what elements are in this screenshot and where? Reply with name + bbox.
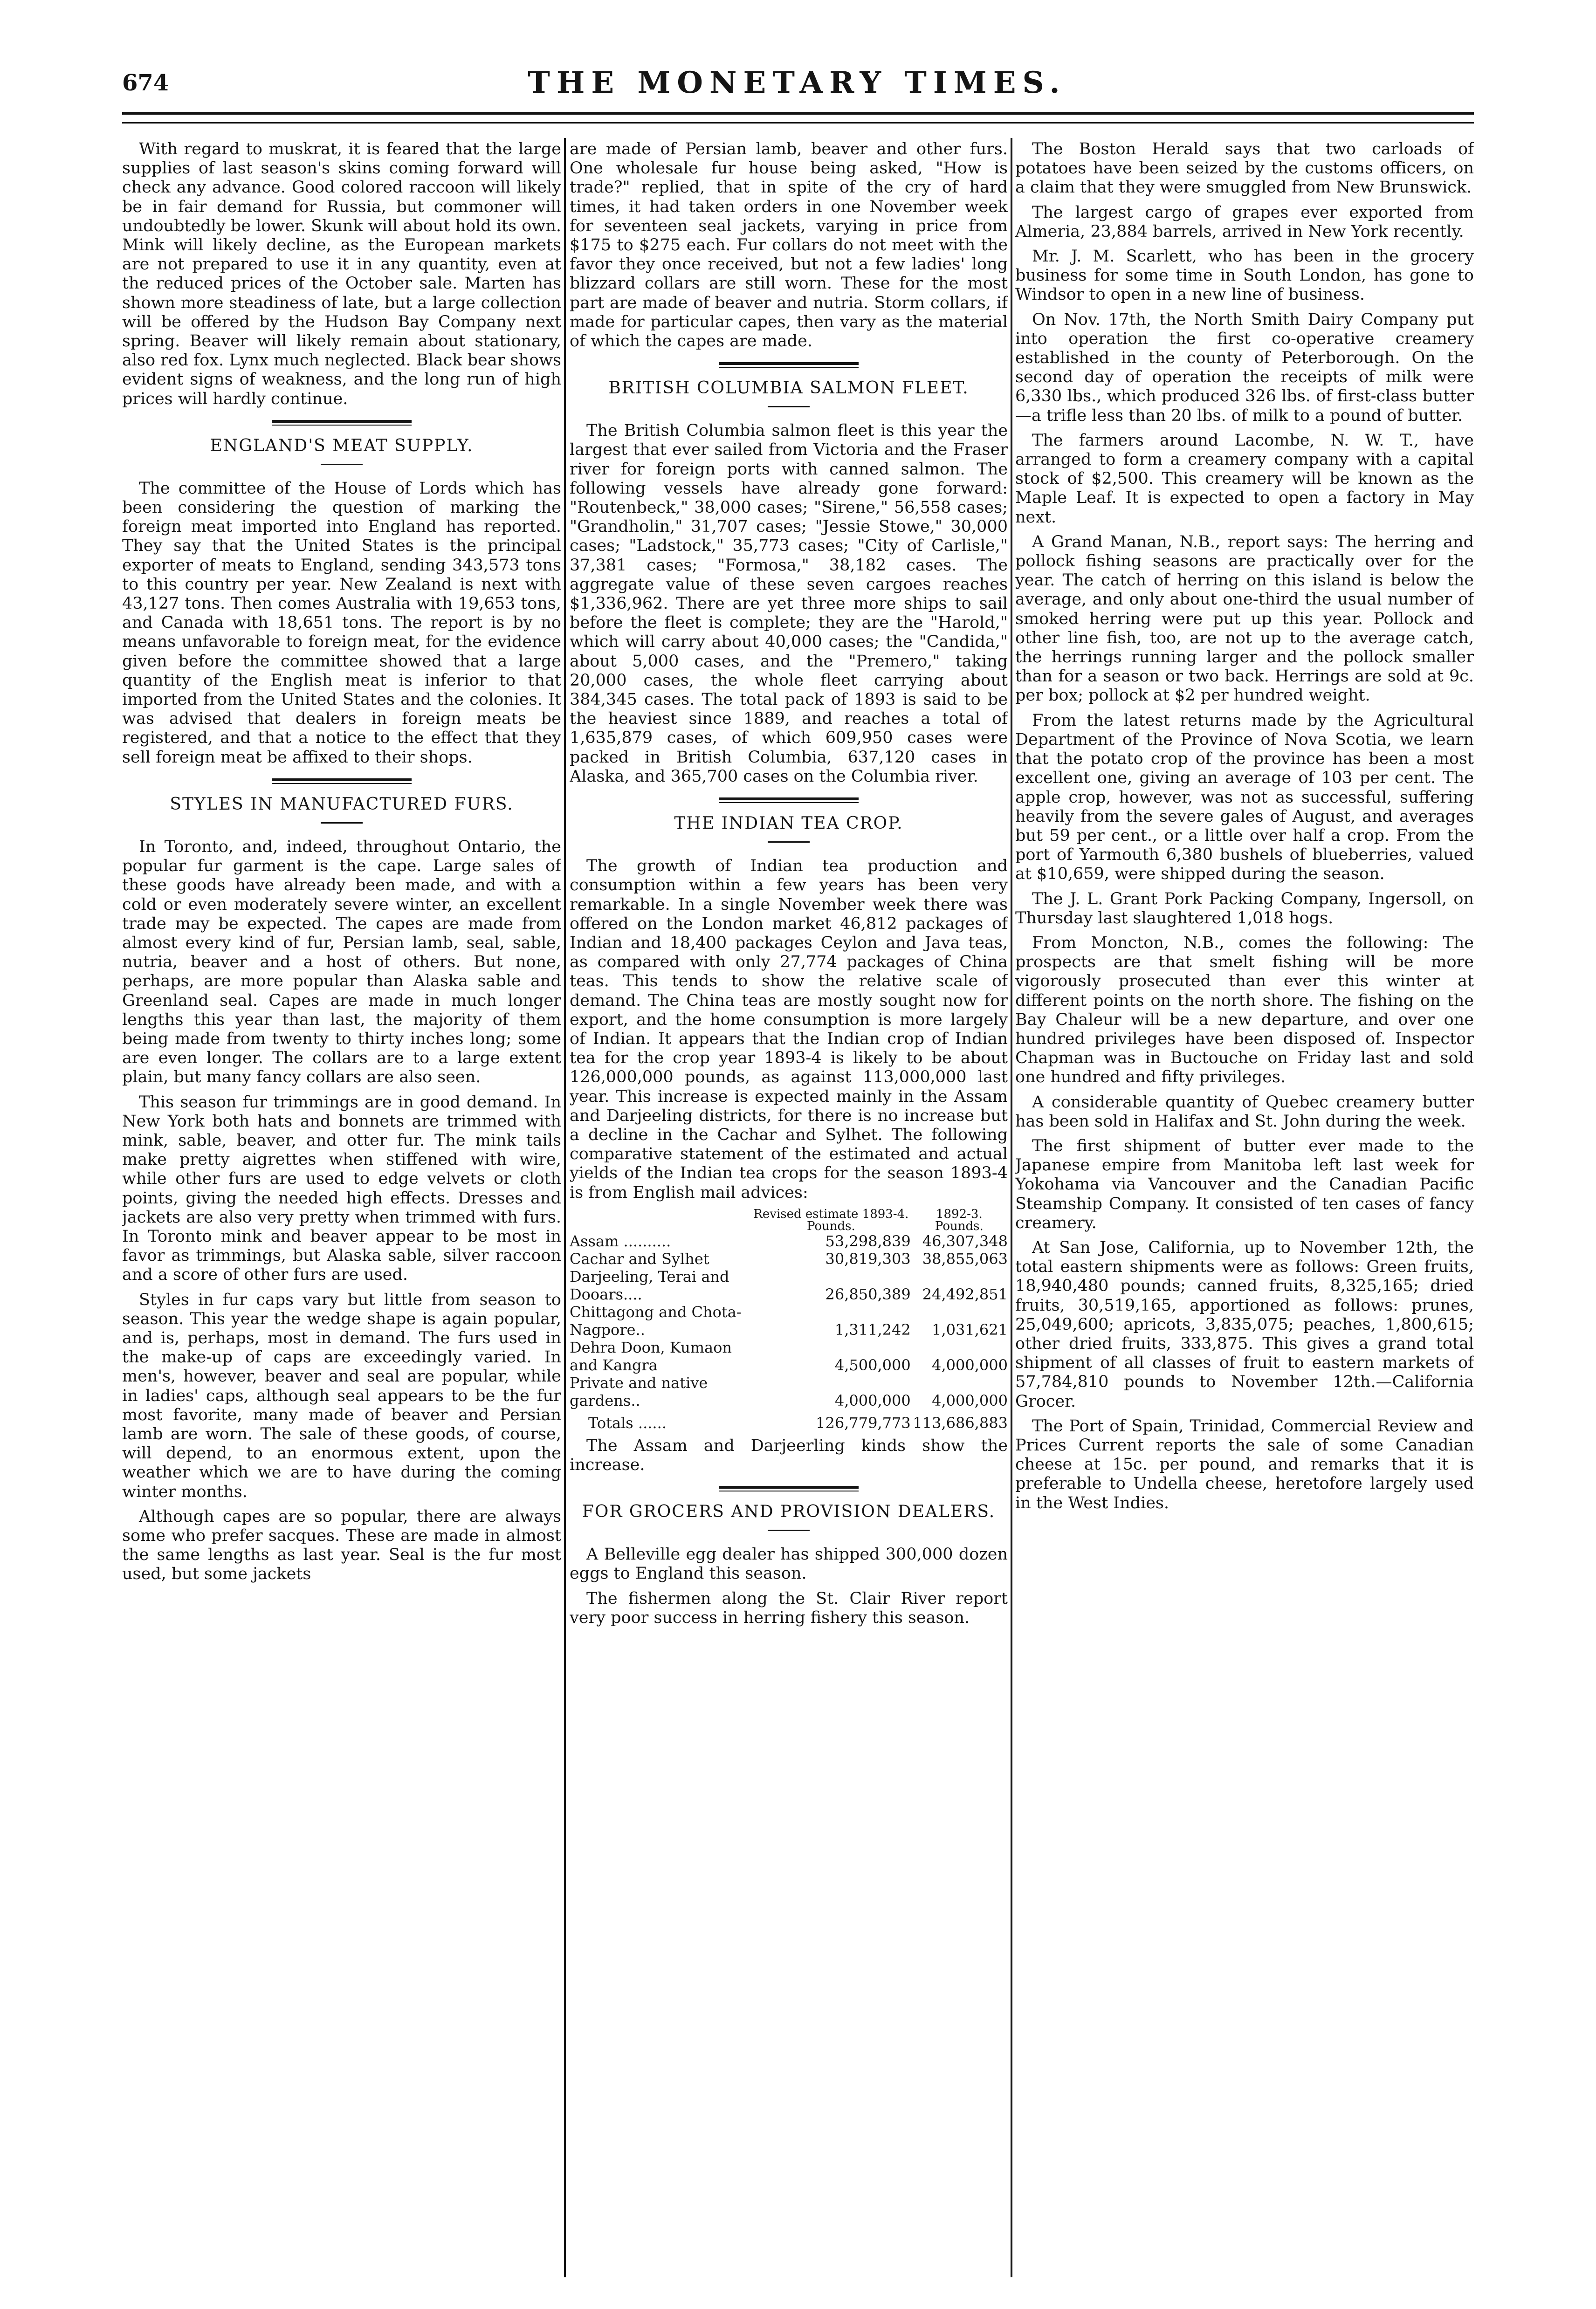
section-separator (719, 797, 859, 803)
section-heading-grocers: FOR GROCERS AND PROVISION DEALERS. (582, 1502, 996, 1522)
news-item: At San Jose, California, up to November 12th, the total eastern shipments were as follows: Green fruits, 18,940,480 pounds; canned fruits, 8,325,165; dried fruits, 30,519,165, apportioned as follows: prunes, 25,049,600; apricots, 3,835,075; peaches, 1,800,615; other dried fruits, 333,875. This gives a grand total shipment of all classes of fruit to eastern markets of 57,784,810 pounds to November 12th.—California Grocer. (1015, 1238, 1474, 1411)
table-cell-value: 4,500,000 (834, 1356, 911, 1374)
article-paragraph: The British Columbia salmon fleet is this year the largest that ever sailed from Victoria and the Fraser river for foreign ports with canned salmon. The following vessels have already gone forward: "Routenbeck," 38,000 cases; "Sirene," 56,558 cases; "Grandholin," 31,707 cases; "Jessie Stowe," 30,000 cases; "Ladstock," 35,773 cases; "City of Carlisle," 37,381 cases; "Formosa," 38,182 cases. The aggregate value of these seven cargoes reaches $1,336,962. There are yet three more ships to sail before the fleet is complete; they are the "Harold," which will carry about 40,000 cases; the "Candida," about 5,000 cases, and the "Premero," taking 20,000 cases, the whole fleet carrying about 384,345 cases. The total pack of 1893 is said to be the heaviest since 1889, and reaches a total of 1,635,879 cases, of which 609,950 cases were packed in British Columbia, 637,120 cases in Alaska, and 365,700 cases on the Columbia river. (570, 421, 1008, 786)
article-paragraph: With regard to muskrat, it is feared that the large supplies of last season's skins coming forward will check any advance. Good colored raccoon will likely be in fair demand for Russia, but commoner will undoubtedly be lower. Skunk will about hold its own. Mink will likely decline, as the European markets are not prepared to use it in any quantity, even at the reduced prices of the October sale. Marten has shown more steadiness of late, but a large collection will be offered by the Hudson Bay Company next spring. Beaver will likely remain about stationary, also red fox. Lynx much neglected. Black bear shows evident signs of weakness, and the long run of high prices will hardly continue. (122, 140, 561, 408)
table-cell-value: 1,031,621 (932, 1320, 1008, 1339)
heading-underline (321, 822, 363, 824)
table-cell-value: 4,000,000 (932, 1356, 1008, 1374)
table-total-value: 126,779,773 (816, 1414, 911, 1432)
section-heading-salmon-fleet: BRITISH COLUMBIA SALMON FLEET. (608, 378, 969, 398)
article-paragraph: are made of Persian lamb, beaver and other furs. One wholesale fur house being asked, "How is trade?" replied, that in spite of the cry of hard times, it had taken orders in one November week for seventeen seal jackets, varying in price from $175 to $275 each. Fur collars do not meet with the favor they once received, but not a few ladies' long blizzard collars are still worn. These for the most part are made of beaver and nutria. Storm collars, if made for particular capes, then vary as the material of which the capes are made. (570, 140, 1008, 351)
section-separator (272, 420, 412, 426)
news-item: The largest cargo of grapes ever exported from Almeria, 23,884 barrels, arrived in New York recently. (1015, 203, 1474, 241)
masthead-rule-bottom (122, 122, 1474, 124)
heading-underline (768, 1530, 810, 1531)
table-cell-district: Dehra Doon, Kumaon and Kangra (570, 1338, 732, 1374)
section-heading-tea-crop: THE INDIAN TEA CROP. (674, 814, 903, 833)
table-cell-value: 4,000,000 (932, 1391, 1008, 1409)
table-cell-value: 46,307,348 (922, 1232, 1008, 1250)
article-paragraph: The growth of Indian tea production and consumption within a few years has been very remarkable. In a single November week there was offered on the London market 46,812 packages of Indian and 18,400 packages Ceylon and Java teas, as compared with only 27,774 packages of China teas. This tends to show the relative scale of demand. The China teas are mostly sought now for export, and the home consumption is more largely of Indian. It appears that the Indian crop of Indian tea for the crop year 1893-4 is likely to be about 126,000,000 pounds, as against 113,000,000 last year. This increase is expected mainly in the Assam and Darjeeling districts, for there is no increase but a decline in the Cachar and Sylhet. The following comparative statement of the estimated and actual yields of the Indian tea crops for the season 1893-4 is from English mail advices: (570, 857, 1008, 1202)
news-item: The Boston Herald says that two carloads of potatoes have been seized by the customs officers, on a claim that they were smuggled from New Brunswick. (1015, 140, 1474, 197)
news-item: The first shipment of butter ever made to the Japanese empire from Manitoba left last week for Yokohama via Vancouver and the Canadian Pacific Steamship Company. It consisted of ten cases of fancy creamery. (1015, 1136, 1474, 1232)
news-item: Mr. J. M. Scarlett, who has been in the grocery business for some time in South London, has gone to Windsor to open in a new line of business. (1015, 247, 1474, 304)
table-header-row (570, 1208, 1008, 1232)
news-item: A considerable quantity of Quebec creamery butter has been sold in Halifax and St. John during the week. (1015, 1093, 1474, 1131)
article-paragraph: The committee of the House of Lords which has been considering the question of marking the foreign meat imported into England has reported. They say that the United States is the principal exporter of meats to England, sending 343,573 tons to this country per year. New Zealand is next with 43,127 tons. Then comes Australia with 19,653 tons, and Canada with 18,651 tons. The report is by no means unfavorable to foreign meat, for the evidence given before the committee showed that a large quantity of the English meat is inferior to that imported from the United States and the colonies. It was advised that dealers in foreign meats be registered, and that a notice to the effect that they sell foreign meat be affixed to their shops. (122, 479, 561, 767)
table-row (570, 1268, 1008, 1303)
article-paragraph: The Assam and Darjeerling kinds show the increase. (570, 1436, 1008, 1474)
section-separator (719, 1486, 859, 1491)
masthead-title: THE MONETARY TIMES. (528, 65, 1066, 100)
table-header-estimate: Revised estimate 1893-4. Pounds. (753, 1207, 909, 1233)
table-cell-value: 1,311,242 (834, 1320, 911, 1339)
column-divider-1 (564, 138, 566, 2277)
table-cell-value: 26,850,389 (825, 1285, 911, 1303)
article-paragraph: A Belleville egg dealer has shipped 300,000 dozen eggs to England this season. (570, 1545, 1008, 1583)
table-total-row (570, 1409, 1008, 1432)
column-divider-2 (1011, 138, 1012, 2277)
table-row (570, 1250, 1008, 1268)
article-paragraph: In Toronto, and, indeed, throughout Ontario, the popular fur garment is the cape. Large sales of these goods have already been made, and with a cold or even moderately severe winter, an excellent trade may be expected. The capes are made from almost every kind of fur, Persian lamb, seal, sable, nutria, beaver and a host of others. But none, perhaps, are more popular than Alaska sable and Greenland seal. Capes are made in much longer lengths this year than last, the majority of them being made from twenty to thirty inches long; some are even longer. The collars are to a large extent plain, but many fancy collars are also seen. (122, 837, 561, 1087)
news-item: The farmers around Lacombe, N. W. T., have arranged to form a creamery company with a capital stock of $2,500. This creamery will be known as the Maple Leaf. It is expected to open a factory in May next. (1015, 431, 1474, 527)
masthead-rule-top (122, 112, 1474, 115)
table-row (570, 1374, 1008, 1409)
heading-underline (321, 464, 363, 465)
table-row (570, 1339, 1008, 1374)
table-cell-value: 38,855,063 (922, 1250, 1008, 1268)
table-cell-district: Assam .......... (570, 1232, 671, 1250)
news-item: A Grand Manan, N.B., report says: The herring and pollock fishing seasons are practically over for the year. The catch of herring on this island is below the average, and only about one-third the usual number of smoked herring were put up this year. Pollock and other line fish, too, are not up to the average catch, the herrings running larger and the pollock smaller than for a season or two back. Herrings are sold at 9c. per box; pollock at $2 per hundred weight. (1015, 532, 1474, 705)
heading-underline (768, 406, 810, 407)
news-item: The Port of Spain, Trinidad, Commercial Review and Prices Current reports the sale of some Canadian cheese at 15c. per pound, and remarks that it is preferable to Undella cheese, heretofore largely used in the West Indies. (1015, 1416, 1474, 1512)
section-separator (272, 778, 412, 784)
section-heading-meat-supply: ENGLAND'S MEAT SUPPLY. (210, 436, 474, 455)
section-separator (719, 362, 859, 368)
table-cell-district: Chittagong and Chota-Nagpore.. (570, 1303, 742, 1339)
tea-crop-table (570, 1208, 1008, 1432)
article-paragraph: Although capes are so popular, there are always some who prefer sacques. These are made in almost the same lengths as last year. Seal is the fur most used, but some jackets (122, 1507, 561, 1584)
table-total-value: 113,686,883 (913, 1414, 1008, 1432)
news-item: From the latest returns made by the Agricultural Department of the Province of Nova Scotia, we learn that the potato crop of the province has been a most excellent one, giving an average of 103 per cent. The apple crop, however, was not as successful, suffering heavily from the severe gales of August, and averages but 59 per cent., or a little over half a crop. From the port of Yarmouth 6,380 bushels of blueberries, valued at $10,659, were shipped during the season. (1015, 711, 1474, 884)
table-row (570, 1303, 1008, 1339)
table-total-label: Totals ...... (588, 1414, 667, 1432)
heading-underline (768, 841, 810, 843)
table-cell-district: Darjeeling, Terai and Dooars.... (570, 1267, 729, 1303)
column-2 (570, 140, 1008, 2284)
table-cell-value: 53,298,839 (825, 1232, 911, 1250)
table-header-previous: 1892-3. Pounds. (935, 1207, 984, 1233)
article-paragraph: The fishermen along the St. Clair River report very poor success in herring fishery this season. (570, 1589, 1008, 1627)
table-row (570, 1232, 1008, 1250)
news-item: On Nov. 17th, the North Smith Dairy Company put into operation the first co-operative creamery established in the county of Peterborough. On the second day of operation the receipts of milk were 6,330 lbs., which produced 326 lbs. of first-class butter—a trifle less than 20 lbs. of milk to a pound of butter. (1015, 310, 1474, 425)
column-1 (122, 140, 561, 2284)
section-heading-furs: STYLES IN MANUFACTURED FURS. (170, 794, 514, 814)
column-3 (1015, 140, 1474, 2284)
table-cell-district: Private and native gardens.. (570, 1374, 708, 1409)
table-cell-value: 24,492,851 (922, 1285, 1008, 1303)
article-paragraph: Styles in fur caps vary but little from season to season. This year the wedge shape is again popular, and is, perhaps, most in demand. The furs used in the make-up of caps are exceedingly varied. In men's, however, beaver and seal are popular, while in ladies' caps, although seal appears to be the fur most favorite, many made of beaver and Persian lamb are worn. The sale of these goods, of course, will depend, to an enormous extent, upon the weather which we are to have during the coming winter months. (122, 1290, 561, 1501)
page-number: 674 (122, 70, 169, 96)
table-cell-district: Cachar and Sylhet (570, 1250, 709, 1268)
table-cell-value: 4,000,000 (834, 1391, 911, 1409)
news-item: The J. L. Grant Pork Packing Company, Ingersoll, on Thursday last slaughtered 1,018 hogs. (1015, 889, 1474, 928)
table-cell-value: 30,819,303 (825, 1250, 911, 1268)
article-paragraph: This season fur trimmings are in good demand. In New York both hats and bonnets are trimmed with mink, sable, beaver, and otter fur. The mink tails make pretty aigrettes when stiffened with wire, while other furs are used to edge velvets or cloth points, giving the needed high effects. Dresses and jackets are also very pretty when trimmed with furs. In Toronto mink and beaver appear to be most in favor as trimmings, but Alaska sable, silver raccoon and a score of other furs are used. (122, 1093, 561, 1285)
news-item: From Moncton, N.B., comes the following: The prospects are that smelt fishing will be more vigorously prosecuted than ever this winter at different points on the north shore. The fishing on the Bay Chaleur will be a new departure, and over one hundred privileges have been disposed of. Inspector Chapman was in Buctouche on Friday last and sold one hundred and fifty privileges. (1015, 933, 1474, 1087)
